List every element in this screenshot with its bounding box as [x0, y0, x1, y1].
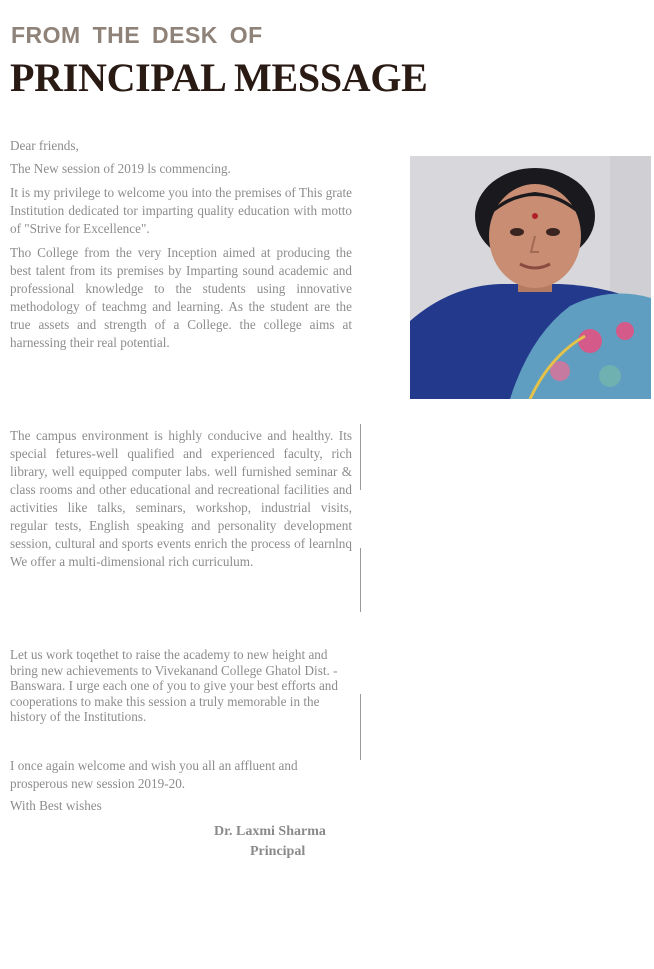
paragraph-session: The New session of 2019 ls commencing. — [10, 161, 231, 176]
margin-rule — [360, 424, 361, 490]
paragraph-welcome-again: I once again welcome and wish you all an affluent and prosperous new session 2019-20. — [10, 758, 298, 791]
portrait-illustration — [410, 156, 651, 399]
paragraph-campus: The campus environment is highly conducive and healthy. Its special fetures-well qualified and experienced faculty, rich library, well equipped computer labs. well furnished seminar & class rooms and other educational and recreational facilities and activities like talks, seminars, workshop, industrial visits, regular tests, English speaking and personality development session, cultural and sports events enrich the process of learnlnq We offer a multi-dimensional rich curriculum. — [10, 428, 352, 569]
page-title: PRINCIPAL MESSAGE — [10, 55, 428, 100]
signature-name: Dr. Laxmi Sharma — [214, 824, 326, 839]
margin-rule — [360, 548, 361, 612]
principal-photo — [410, 156, 651, 399]
salutation: Dear friends, — [10, 138, 79, 153]
kicker-heading: FROM THE DESK OF — [11, 22, 263, 48]
paragraph-work-together: Let us work toqethet to raise the academy to new height and bring new achievements to Vivekanand College Ghatol Dist. - Banswara. I urge each one of you to give your best efforts and cooperations to make this session a truly memorable in the history of the Institutions. — [10, 647, 338, 724]
signature-title: Principal — [250, 844, 306, 859]
paragraph-college-aim: Tho College from the very Inception aimed at producing the best talent from its premises by Imparting sound academic and professional knowledge to the students using innovative methodology of teachmg and learning. As the student are the true assets and strength of a College. the college aims at harnessing their real potential. — [10, 245, 352, 350]
closing-line: With Best wishes — [10, 798, 102, 813]
margin-rule — [360, 694, 361, 760]
paragraph-welcome: It is my privilege to welcome you into the premises of This grate Institution dedicated tor imparting quality education with motto of "Strive for Excellence". — [10, 185, 352, 236]
